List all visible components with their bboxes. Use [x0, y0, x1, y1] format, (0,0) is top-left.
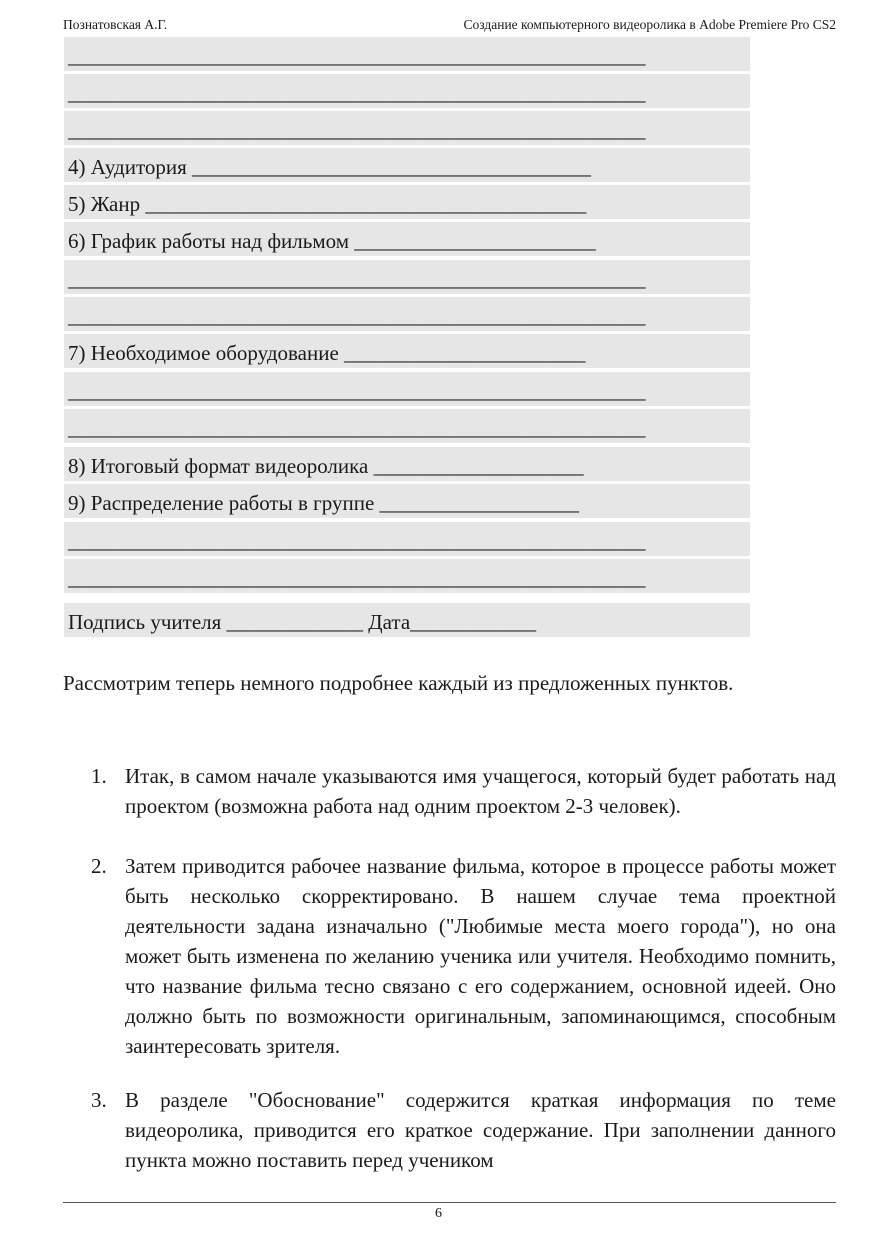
list-item: [63, 851, 836, 1085]
form-row-text: 7) Необходимое оборудование _______________________: [68, 341, 586, 365]
header-document-title: Создание компьютерного видеоролика в Adobe Premiere Pro CS2: [463, 17, 836, 32]
list-item: [63, 1085, 836, 1177]
form-row-equipment: [64, 334, 750, 368]
form-row-blank: [64, 409, 750, 443]
form-row-blank: [64, 260, 750, 294]
form-row-text: _______________________________________________________: [68, 118, 646, 142]
form-row-blank: [64, 74, 750, 108]
form-row-blank: [64, 559, 750, 593]
form-row-blank: [64, 297, 750, 331]
form-row-distribution: [64, 484, 750, 518]
list-item-number: 3.: [91, 1088, 107, 1112]
page-number: 6: [435, 1206, 442, 1221]
form-row-blank: [64, 37, 750, 71]
footer-divider: [63, 1202, 836, 1203]
form-row-text: 9) Распределение работы в группе ___________________: [68, 491, 580, 515]
form-row-text: _______________________________________________________: [68, 304, 646, 328]
list-item-text: Затем приводится рабочее название фильма, которое в процессе работы может быть несколько скорректировано. В нашем случае тема проектной деятельности задана изначально ("Любимые места моего города"), но она может быть изменена по желанию ученика или учителя. Необходимо помнить, что название фильма тесно связано с его содержанием, основной идеей. Оно должно быть по возможности оригинальным, запоминающимся, способным заинтересовать зрителя.: [125, 854, 836, 1058]
form-row-format: [64, 447, 750, 481]
form-row-text: 8) Итоговый формат видеоролика ____________________: [68, 454, 584, 478]
form-row-blank: [64, 522, 750, 556]
intro-paragraph: Рассмотрим теперь немного подробнее каждый из предложенных пунктов.: [63, 671, 734, 695]
form-row-text: _______________________________________________________: [68, 566, 646, 590]
page-header: [63, 17, 836, 37]
list-item-text: В разделе "Обоснование" содержится краткая информация по теме видеоролика, приводится его краткое содержание. При заполнении данного пункта можно поставить перед учеником: [125, 1088, 836, 1172]
form-row-blank: [64, 111, 750, 145]
form-row-text: _______________________________________________________: [68, 529, 646, 553]
form-row-text: 4) Аудитория ______________________________________: [68, 155, 592, 179]
form-row-blank: [64, 372, 750, 406]
form-row-audience: [64, 148, 750, 182]
form-row-text: _______________________________________________________: [68, 44, 646, 68]
list-item-text: Итак, в самом начале указываются имя учащегося, который будет работать над проектом (возможна работа над одним проектом 2-3 человек).: [125, 764, 836, 818]
form-row-text: _______________________________________________________: [68, 81, 646, 105]
form-row-text: _______________________________________________________: [68, 379, 646, 403]
form-row-text: _______________________________________________________: [68, 267, 646, 291]
list-item-number: 2.: [91, 854, 107, 878]
header-author: Познатовская А.Г.: [63, 17, 168, 32]
form-row-signature: [64, 603, 750, 637]
form-row-text: 5) Жанр __________________________________________: [68, 192, 587, 216]
form-row-text: Подпись учителя _____________ Дата____________: [68, 610, 537, 634]
form-row-schedule: [64, 222, 750, 256]
list-item-number: 1.: [91, 764, 107, 788]
form-row-text: 6) График работы над фильмом _______________________: [68, 229, 596, 253]
list-item: [63, 761, 836, 851]
form-row-genre: [64, 185, 750, 219]
form-row-text: _______________________________________________________: [68, 416, 646, 440]
